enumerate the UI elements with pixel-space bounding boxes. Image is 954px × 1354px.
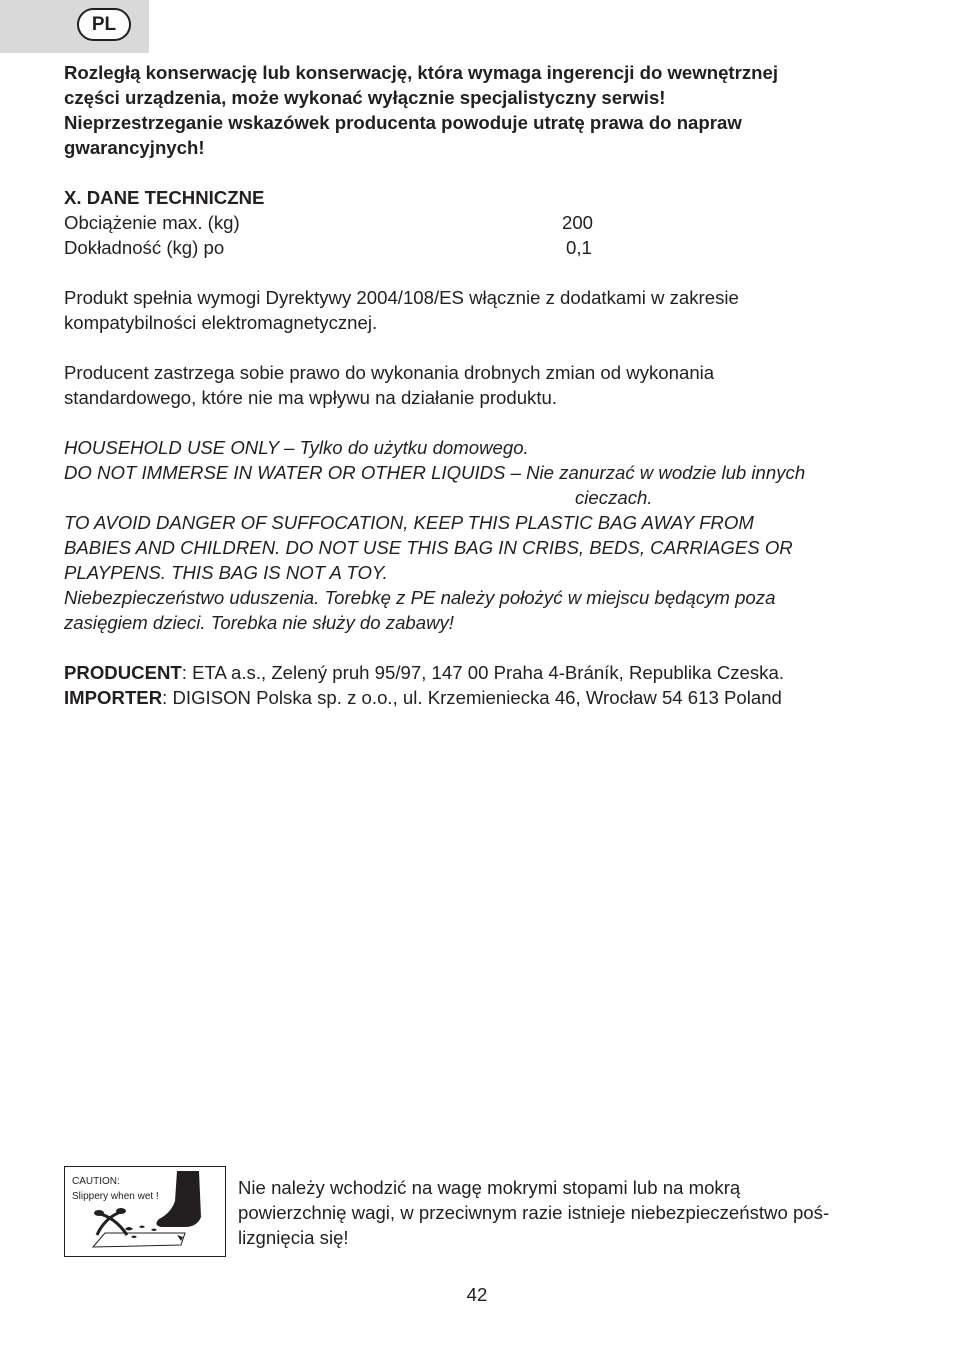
household-note: HOUSEHOLD USE ONLY – Tylko do użytku domowego.	[64, 437, 529, 458]
producer-address: : ETA a.s., Zelený pruh 95/97, 147 00 Praha 4-Bráník, Republika Czeska.	[181, 662, 784, 683]
compliance-line: kompatybilności elektromagnetycznej.	[64, 312, 378, 333]
changes-line: standardowego, które nie ma wpływu na działanie produktu.	[64, 387, 558, 408]
immerse-note: DO NOT IMMERSE IN WATER OR OTHER LIQUIDS – Nie zanurzać w wodzie lub innych	[64, 462, 806, 483]
spec-row-accuracy	[64, 235, 904, 260]
caution-title: CAUTION:	[72, 1176, 120, 1187]
spec-value: 0,1	[566, 237, 592, 258]
safety-notes	[64, 435, 904, 635]
wet-warning-line: powierzchnię wagi, w przeciwnym razie istnieje niebezpieczeństwo poś-	[238, 1202, 830, 1223]
wet-warning-line: lizgnięcia się!	[238, 1227, 349, 1248]
service-warning-line: Rozległą konserwację lub konserwację, która wymaga ingerencji do wewnętrznej	[64, 62, 779, 83]
bag-warning-line: BABIES AND CHILDREN. DO NOT USE THIS BAG IN CRIBS, BEDS, CARRIAGES OR	[64, 537, 793, 558]
compliance-paragraph	[64, 285, 904, 335]
technical-heading: X. DANE TECHNICZNE	[64, 187, 265, 208]
caution-subtitle: Slippery when wet !	[72, 1191, 159, 1202]
spec-value: 200	[562, 212, 594, 233]
caution-slippery-graphic	[64, 1166, 226, 1257]
service-warning-line: części urządzenia, może wykonać wyłącznie specjalistyczny serwis!	[64, 87, 666, 108]
importer-line	[64, 685, 904, 710]
bag-warning-line: TO AVOID DANGER OF SUFFOCATION, KEEP THIS PLASTIC BAG AWAY FROM	[64, 512, 754, 533]
spec-row-max-load	[64, 210, 904, 235]
service-warning	[64, 60, 904, 160]
immerse-note-continuation: cieczach.	[575, 487, 653, 508]
wet-warning-line: Nie należy wchodzić na wagę mokrymi stopami lub na mokrą	[238, 1177, 741, 1198]
bag-warning-pl-line: zasięgiem dzieci. Torebka nie służy do zabawy!	[64, 612, 454, 633]
service-warning-line: Nieprzestrzeganie wskazówek producenta powoduje utratę prawa do napraw	[64, 112, 742, 133]
bag-warning-line: PLAYPENS. THIS BAG IS NOT A TOY.	[64, 562, 388, 583]
changes-paragraph	[64, 360, 904, 410]
main-content	[64, 60, 904, 710]
language-tab	[0, 0, 149, 53]
service-warning-line: gwarancyjnych!	[64, 137, 205, 158]
spec-label: Obciążenie max. (kg)	[64, 212, 240, 233]
changes-line: Producent zastrzega sobie prawo do wykonania drobnych zmian od wykonania	[64, 362, 715, 383]
compliance-line: Produkt spełnia wymogi Dyrektywy 2004/108/ES włącznie z dodatkami w zakresie	[64, 287, 739, 308]
importer-label: IMPORTER	[64, 687, 163, 708]
producer-line	[64, 660, 904, 685]
bag-warning-pl-line: Niebezpieczeństwo uduszenia. Torebkę z PE należy położyć w miejscu będącym poza	[64, 587, 776, 608]
page-number: 42	[466, 1284, 488, 1305]
wet-feet-warning	[238, 1175, 898, 1250]
spec-label: Dokładność (kg) po	[64, 237, 225, 258]
language-badge: PL	[77, 8, 131, 41]
producer-label: PRODUCENT	[64, 662, 182, 683]
importer-address: : DIGISON Polska sp. z o.o., ul. Krzemieniecka 46, Wrocław 54 613 Poland	[162, 687, 782, 708]
